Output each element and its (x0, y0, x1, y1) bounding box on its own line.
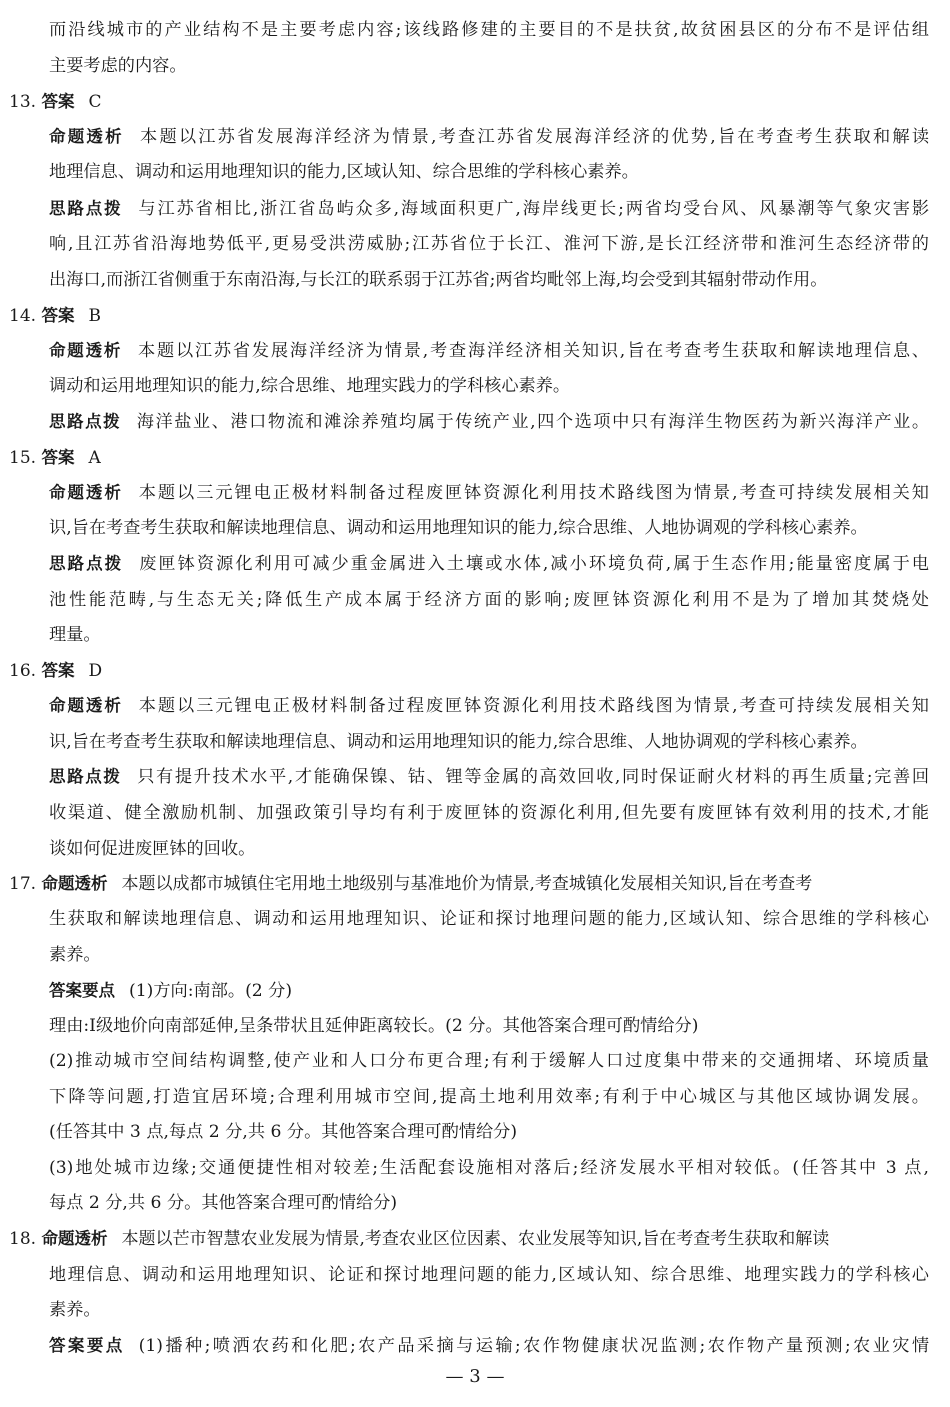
text-line: (3)地处城市边缘;交通便捷性相对较差;生活配套设施相对落后;经济发展水平相对较低。(任答其中 3 点, (49, 1158, 929, 1178)
q15-answer-row: 15. 答案 A (9, 448, 101, 468)
q17-yaodian-line: 答案要点 (1)方向:南部。(2 分) (49, 981, 293, 1001)
q13-mingti-line: 命题透析 本题以江苏省发展海洋经济为情景,考查江苏省发展海洋经济的优势,旨在考查考生获取和解读 (49, 127, 930, 147)
text-line: 谈如何促进废匣钵的回收。 (49, 839, 256, 859)
text-line: 每点 2 分,共 6 分。其他答案合理可酌情给分) (49, 1193, 398, 1213)
q17-mingti-row: 17. 命题透析 本题以成都市城镇住宅用地土地级别与基准地价为情景,考查城镇化发展相关知识,旨在考查考 (9, 874, 813, 894)
text-line: 调动和运用地理知识的能力,综合思维、地理实践力的学科核心素养。 (49, 376, 571, 396)
text-line: 响,且江苏省沿海地势低平,更易受洪涝威胁;江苏省位于长江、淮河下游,是长江经济带和淮河生态经济带的 (49, 234, 929, 254)
q18-yaodian-line: 答案要点 (1)播种;喷洒农药和化肥;农产品采摘与运输;农作物健康状况监测;农作物产量预测;农业灾情 (49, 1336, 930, 1356)
q16-mingti-line: 命题透析 本题以三元锂电正极材料制备过程废匣钵资源化利用技术路线图为情景,考查可持续发展相关知 (49, 696, 929, 716)
text-line: 下降等问题,打造宜居环境;合理利用城市空间,提高土地利用效率;有利于中心城区与其他区域协调发展。 (49, 1087, 929, 1107)
text-line: 识,旨在考查考生获取和解读地理信息、调动和运用地理知识的能力,综合思维、人地协调观的学科核心素养。 (49, 732, 868, 752)
text-line: 而沿线城市的产业结构不是主要考虑内容;该线路修建的主要目的不是扶贫,故贫困县区的分布不是评估组 (49, 20, 929, 40)
q15-mingti-line: 命题透析 本题以三元锂电正极材料制备过程废匣钵资源化利用技术路线图为情景,考查可持续发展相关知 (49, 483, 929, 503)
q13-answer-row: 13. 答案 C (9, 92, 102, 112)
text-line: 素养。 (49, 945, 101, 965)
text-line: 地理信息、调动和运用地理知识、论证和探讨地理问题的能力,区域认知、综合思维、地理实践力的学科核心 (49, 1265, 929, 1285)
text-line: 理由:Ⅰ级地价向南部延伸,呈条带状且延伸距离较长。(2 分。其他答案合理可酌情给分) (49, 1016, 699, 1036)
text-line: 理量。 (49, 625, 101, 645)
q14-mingti-line: 命题透析 本题以江苏省发展海洋经济为情景,考查海洋经济相关知识,旨在考查考生获取和解读地理信息、 (49, 341, 929, 361)
text-line: 池性能范畴,与生态无关;降低生产成本属于经济方面的影响;废匣钵资源化利用不是为了增加其焚烧处 (49, 590, 929, 610)
text-line: 地理信息、调动和运用地理知识的能力,区域认知、综合思维的学科核心素养。 (49, 162, 639, 182)
page-number: — 3 — (445, 1366, 505, 1387)
text-line: (任答其中 3 点,每点 2 分,共 6 分。其他答案合理可酌情给分) (49, 1122, 518, 1142)
text-line: 识,旨在考查考生获取和解读地理信息、调动和运用地理知识的能力,综合思维、人地协调观的学科核心素养。 (49, 518, 868, 538)
text-line: 生获取和解读地理信息、调动和运用地理知识、论证和探讨地理问题的能力,区域认知、综合思维的学科核心 (49, 909, 929, 929)
text-line: 收渠道、健全激励机制、加强政策引导均有利于废匣钵的资源化利用,但先要有废匣钵有效利用的技术,才能 (49, 803, 929, 823)
text-line: (2)推动城市空间结构调整,使产业和人口分布更合理;有利于缓解人口过度集中带来的交通拥堵、环境质量 (49, 1051, 929, 1071)
text-line: 素养。 (49, 1300, 101, 1320)
q14-answer-row: 14. 答案 B (9, 306, 101, 326)
text-line: 出海口,而浙江省侧重于东南沿海,与长江的联系弱于江苏省;两省均毗邻上海,均会受到其辐射带动作用。 (49, 270, 828, 290)
q18-mingti-row: 18. 命题透析 本题以芒市智慧农业发展为情景,考查农业区位因素、农业发展等知识,旨在考查考生获取和解读 (9, 1229, 830, 1249)
q16-answer-row: 16. 答案 D (9, 661, 103, 681)
q16-silu-line: 思路点拨 只有提升技术水平,才能确保镍、钴、锂等金属的高效回收,同时保证耐火材料的再生质量;完善回 (49, 767, 930, 787)
q14-silu-line: 思路点拨 海洋盐业、港口物流和滩涂养殖均属于传统产业,四个选项中只有海洋生物医药为新兴海洋产业。 (49, 412, 930, 432)
q15-silu-line: 思路点拨 废匣钵资源化利用可减少重金属进入土壤或水体,减小环境负荷,属于生态作用;能量密度属于电 (49, 554, 929, 574)
q13-silu-line: 思路点拨 与江苏省相比,浙江省岛屿众多,海域面积更广,海岸线更长;两省均受台风、风暴潮等气象灾害影 (49, 199, 930, 219)
text-line: 主要考虑的内容。 (49, 56, 187, 76)
